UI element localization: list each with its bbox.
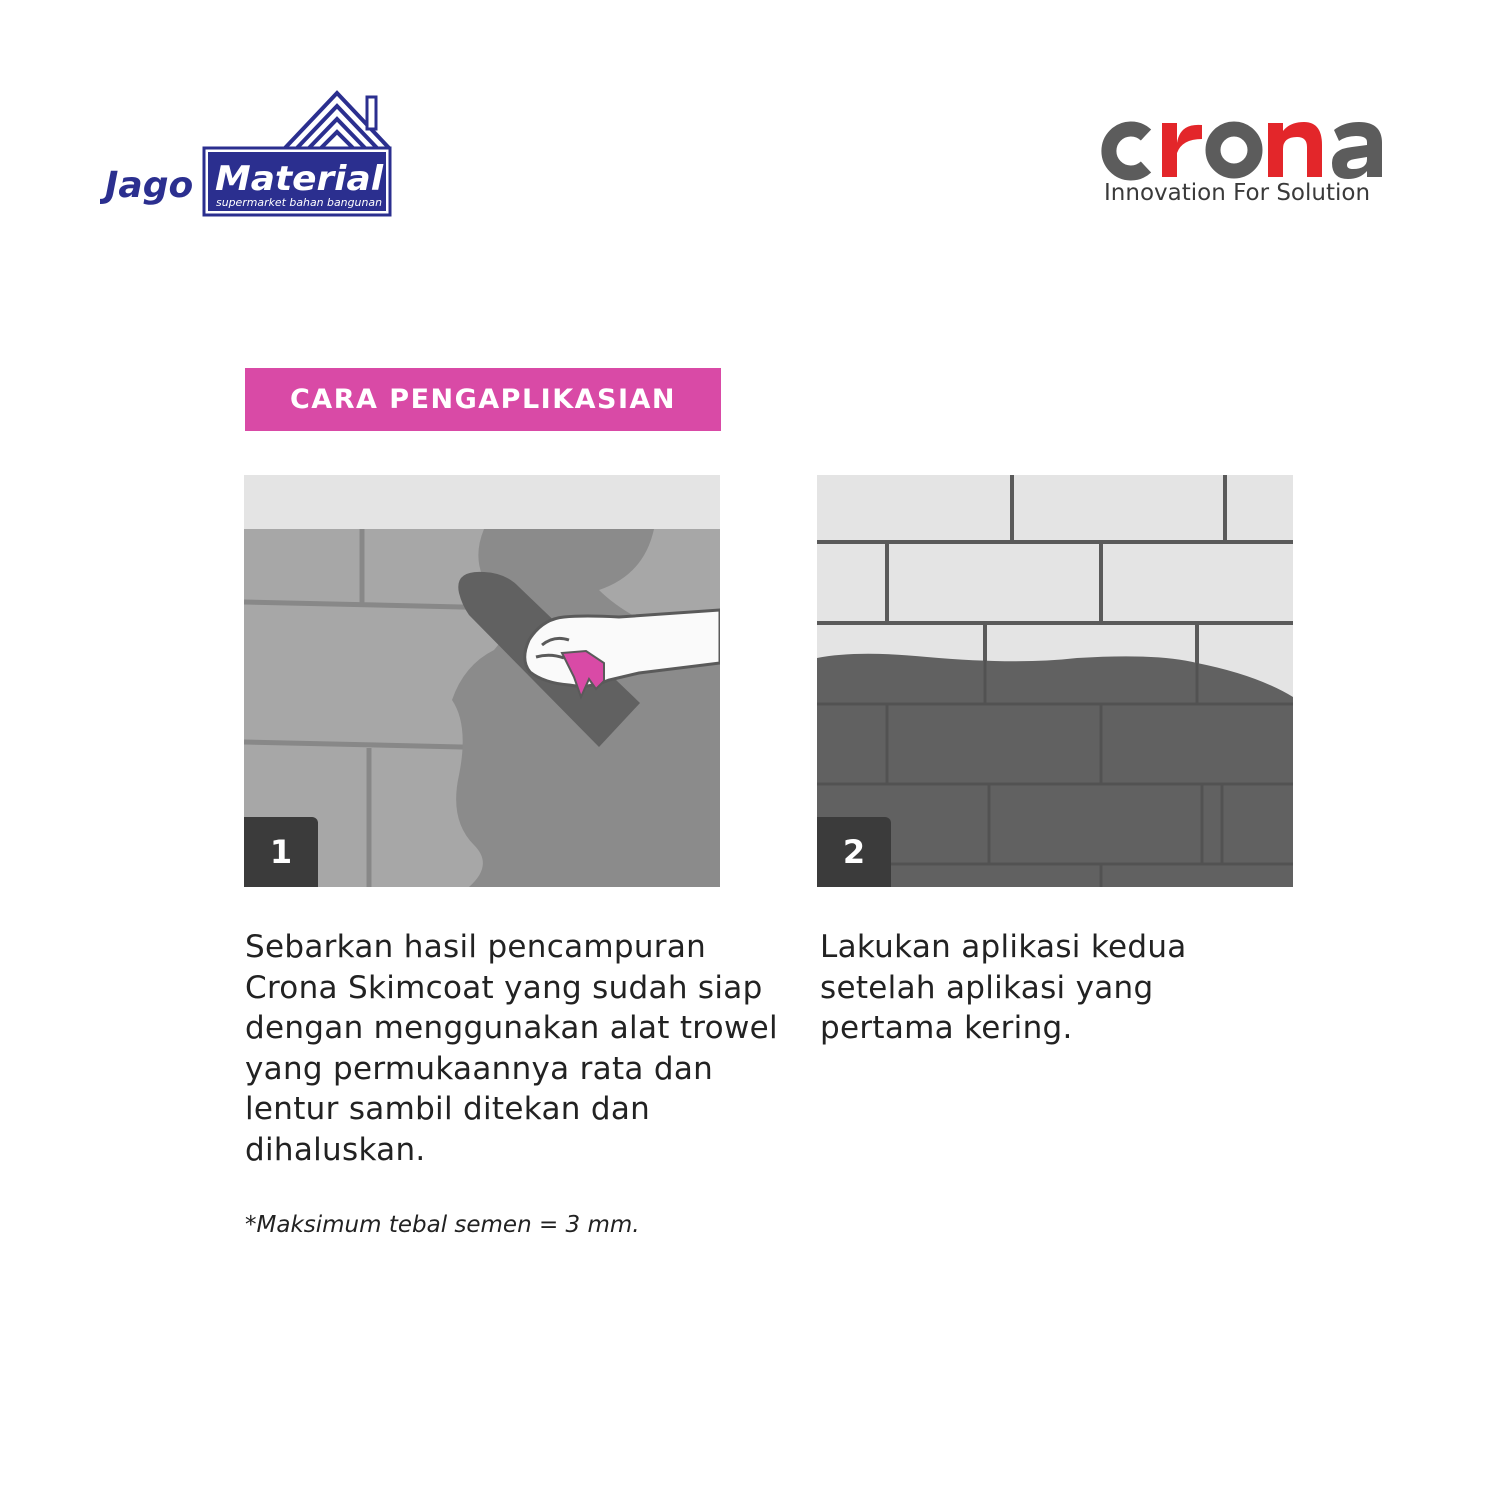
step-1-number: 1 [244,817,318,887]
step-2-illustration [817,475,1293,887]
svg-text:Material: Material [215,159,385,199]
step-2-description: Lakukan aplikasi kedua setelah aplikasi yang pertama kering. [820,929,1187,1046]
step-1-note: *Maksimum tebal semen = 3 mm. [245,1212,640,1238]
jago-material-logo [100,85,400,225]
step-1-illustration [244,475,720,887]
step-2-number: 2 [817,817,891,887]
crona-tagline: Innovation For Solution [1104,180,1371,206]
section-header: CARA PENGAPLIKASIAN [245,368,721,431]
step-1-description: Sebarkan hasil pencampuran Crona Skimcoat yang sudah siap dengan menggunakan alat trowel yang permukaannya rata dan lentur sambil ditekan dan dihaluskan. [245,929,778,1168]
svg-text:Jago: Jago [105,165,194,206]
svg-text:supermarket bahan bangunan: supermarket bahan bangunan [216,196,383,209]
crona-logo [1098,105,1398,215]
